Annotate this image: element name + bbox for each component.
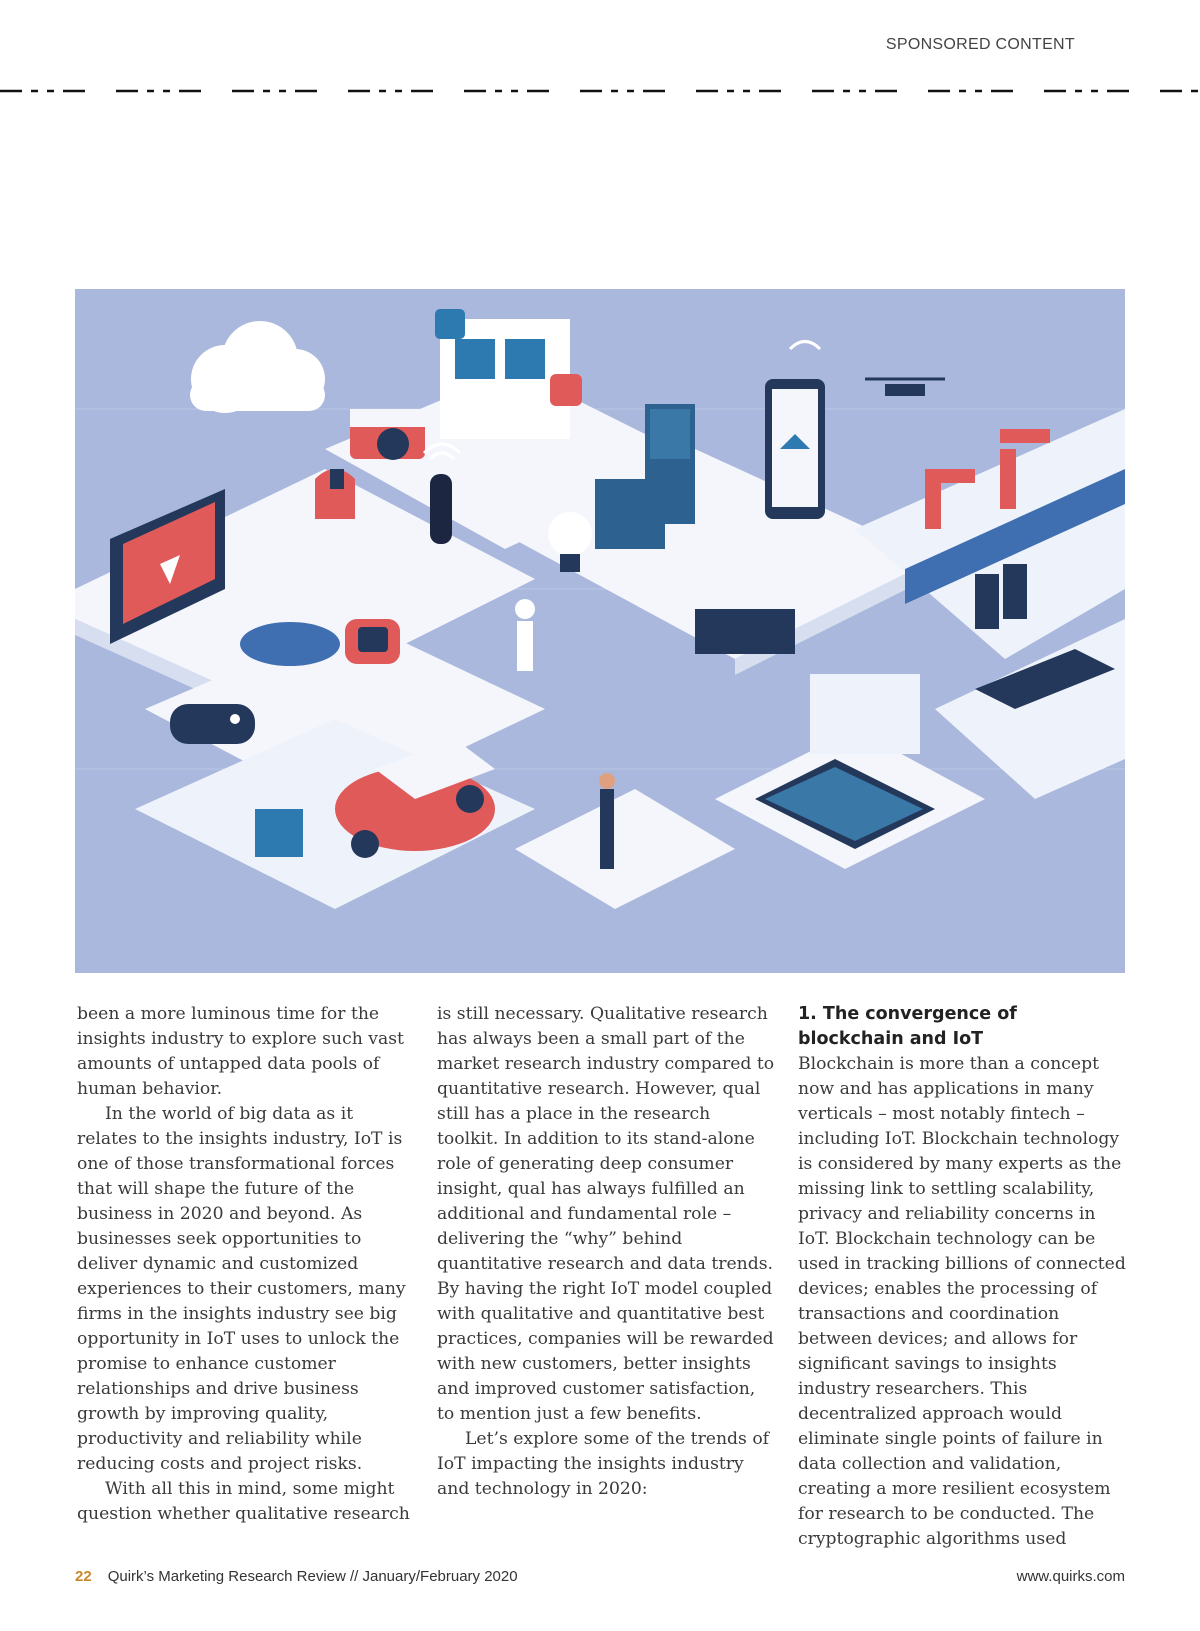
person-vr: [599, 773, 615, 869]
camera-icon: [350, 409, 425, 460]
article-column-3: [798, 1002, 1128, 1552]
paragraph: Blockchain is more than a concept now and has applications in many verticals – most notably fintech – including IoT. Blockchain technology is considered by many experts as the missing link to settling scalability, privacy and reliability concerns in IoT. Blockchain technology can be used in tracking billions of connected devices; enables the processing of transactions and coordination between devices; and allows for significant savings to insights industry researchers. This decentralized approach would eliminate single points of failure in data collection and validation, creating a more resilient ecosystem for research to be conducted. The cryptographic algorithms used: [798, 1054, 1126, 1549]
publication-line: Quirk’s Marketing Research Review // January/February 2020: [107, 1568, 518, 1585]
article-column-1: [77, 1002, 417, 1527]
paragraph: With all this in mind, some might question whether qualitative research: [77, 1479, 410, 1524]
paragraph: been a more luminous time for the insights industry to explore such vast amounts of untapped data pools of human behavior.: [77, 1004, 404, 1099]
thumbs-up-icon: [435, 309, 465, 339]
robot: [515, 599, 535, 671]
sofa: [240, 622, 340, 666]
paragraph: Let’s explore some of the trends of IoT impacting the insights industry and technology in 2020:: [437, 1429, 770, 1499]
cloud-icon: [190, 321, 325, 413]
paragraph: is still necessary. Qualitative research has always been a small part of the market research industry compared to quantitative research. However, qual still has a place in the research toolkit. In addition to its stand-alone role of generating deep consumer insight, qual has always fulfilled an additional and fundamental role – delivering the “why” behind quantitative research and data trends. By having the right IoT model coupled with qualitative and quantitative best practices, companies will be rewarded with new customers, better insights and improved customer satisfaction, to mention just a few benefits.: [437, 1004, 775, 1424]
desk: [695, 609, 795, 654]
video-call-screen: [810, 674, 920, 754]
iot-illustration: [75, 289, 1125, 973]
page-footer: [75, 1568, 1125, 1585]
smart-speaker: [430, 474, 452, 544]
article-column-2: [437, 1002, 777, 1502]
person-chair: [315, 469, 355, 519]
smartphone-home: [765, 379, 825, 519]
gamepad-icon: [170, 704, 255, 744]
drone-icon: [865, 379, 945, 396]
heart-icon: [550, 374, 582, 406]
stove: [595, 479, 665, 549]
page-number: 22: [75, 1568, 92, 1585]
smart-box: [255, 809, 303, 857]
website-link[interactable]: www.quirks.com: [1016, 1568, 1125, 1585]
dashed-divider: [0, 86, 1200, 96]
section-heading: 1. The convergence of blockchain and IoT: [798, 1004, 1017, 1049]
sponsored-content-label: SPONSORED CONTENT: [885, 36, 1075, 53]
paragraph: In the world of big data as it relates to the insights industry, IoT is one of those transformational forces that will shape the future of the business in 2020 and beyond. As businesses seek opportunities to deliver dynamic and customized experiences to their customers, many firms in the insights industry see big opportunity in IoT uses to unlock the promise to enhance customer relationships and drive business growth by improving quality, productivity and reliability while reducing costs and project risks.: [77, 1104, 406, 1474]
